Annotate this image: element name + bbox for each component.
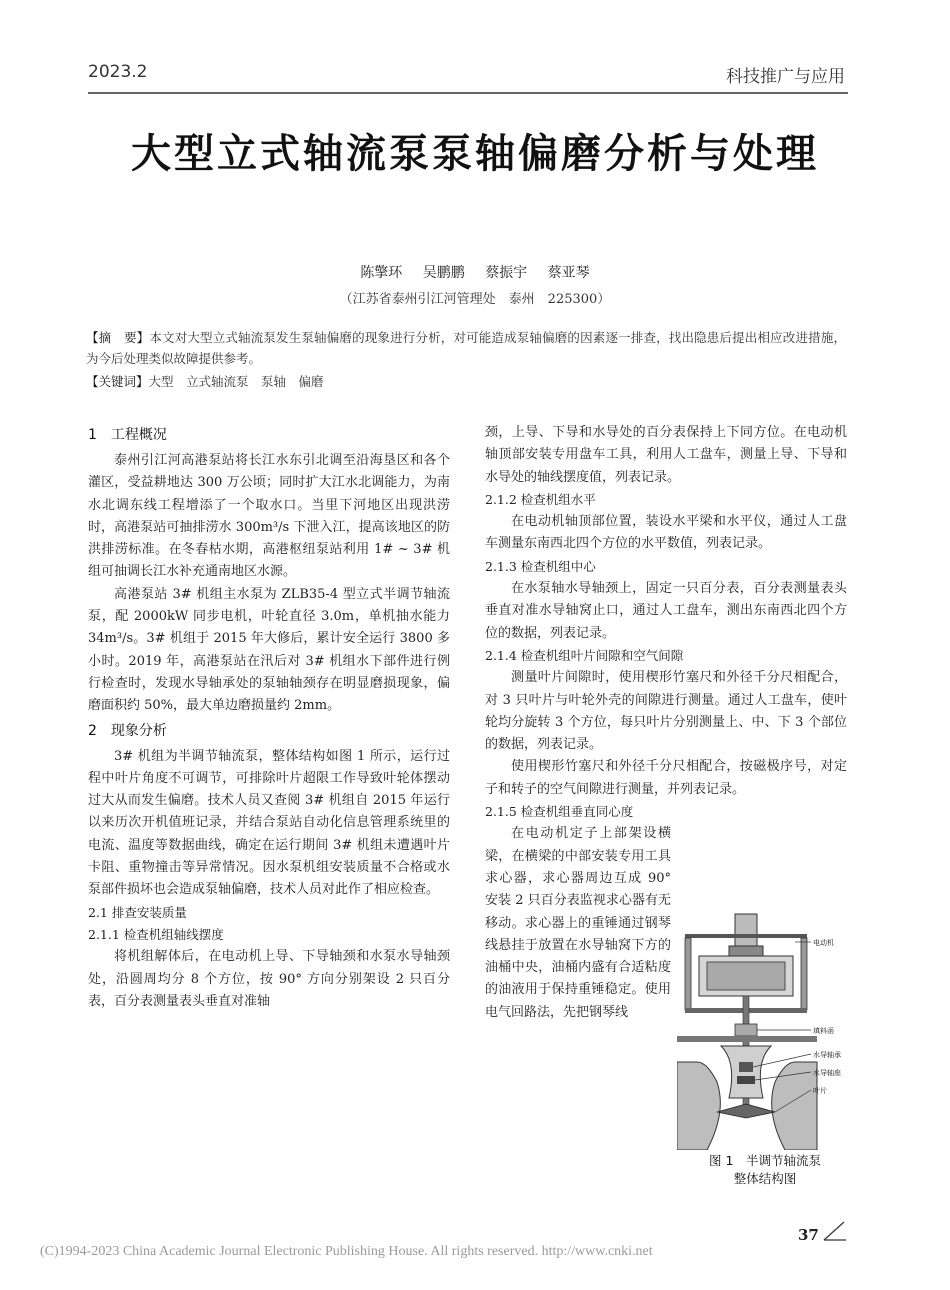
author: 吴鹏鹏 <box>422 265 465 281</box>
label-motor: 电动机 <box>813 939 834 947</box>
subsection-heading: 2.1.3 检查机组中心 <box>485 558 596 574</box>
page-number: 37 <box>798 1226 819 1244</box>
paragraph: 高港泵站 3# 机组主水泵为 ZLB35-4 型立式半调节轴流泵，配 2000kW 同步电机，叶轮直径 3.0m，单机抽水能力 34m³/s。3# 机组于 2015 年大修后，累计安全运行 3800 多小时。2019 年，高港泵站在汛后对 3# 机组水下部件进行例行检查时，发现水导轴承处的泵轴轴颈存在明显磨损现象，偏磨面积约 50%，最大单边磨损量约 2mm。 <box>88 586 450 714</box>
journal-issue: 2023.2 <box>88 62 148 82</box>
pump-structure-figure <box>677 912 849 1150</box>
author-list <box>0 262 950 282</box>
figure-caption-line: 图 1 半调节轴流泵 <box>709 1153 821 1168</box>
label-fill-box: 填料函 <box>813 1027 834 1035</box>
paragraph: 使用楔形竹塞尺和外径千分尺相配合，按磁极序号，对定子和转子的空气间隙进行测量，并列表记录。 <box>485 759 847 797</box>
paragraph: 3# 机组为半调节轴流泵，整体结构如图 1 所示，运行过程中叶片角度不可调节，可排除叶片超限工作导致叶轮体摆动过大从而发生偏磨。技术人员又查阅 3# 机组自 2015 年运行以来历次开机值班记录，并结合泵站自动化信息管理系统里的电流、温度等数据曲线，确定在运行期间 3# 机组未遭遇叶片卡阻、重物撞击等异常情况。因水泵机组安装质量不合格或水泵部件损坏也会造成泵轴偏磨，技术人员对此作了相应检查。 <box>88 748 450 898</box>
author: 蔡振宇 <box>485 265 528 281</box>
section-heading: 2 现象分析 <box>88 722 167 739</box>
keywords <box>86 372 846 390</box>
figure-caption-line: 整体结构图 <box>733 1171 797 1186</box>
motor-floor-line <box>685 934 807 938</box>
subsection-heading: 2.1.2 检查机组水平 <box>485 491 596 507</box>
paragraph: 颈，上导、下导和水导处的百分表保持上下同方位。在电动机轴顶部安装专用盘车工具，利用人工盘车，测量上导、下导和水导处的轴线摆度值，列表记录。 <box>485 425 847 485</box>
fill-box <box>735 1024 757 1036</box>
journal-section: 科技推广与应用 <box>726 67 845 87</box>
abstract-label: 【摘 要】 <box>86 330 150 345</box>
author: 陈擎环 <box>360 265 403 281</box>
paragraph: 泰州引江河高港泵站将长江水东引北调至沿海垦区和各个灌区，受益耕地达 300 万公顷；同时扩大江水北调能力，为南水北调东线工程增添了一个取水口。当里下河地区出现洪涝时，高港泵站可抽排涝水 300m³/s 下泄入江，提高该地区的防洪排涝标准。在冬春枯水期，高港枢纽泵站利用 1# ~ 3# 机组可抽调长江水补充通南地区水源。 <box>88 453 450 580</box>
abstract-text: 本文对大型立式轴流泵发生泵轴偏磨的现象进行分析，对可能造成泵轴偏磨的因素逐一排查，找出隐患后提出相应改进措施，为今后处理类似故障提供参考。 <box>86 330 846 366</box>
floor-slab <box>677 1036 817 1042</box>
motor-top-flange <box>729 946 763 956</box>
motor-wall-left <box>685 938 691 1010</box>
left-column <box>88 422 450 1013</box>
header-rule <box>88 92 848 94</box>
motor-rotor <box>707 962 785 990</box>
pump-structure-diagram <box>677 912 849 1150</box>
paragraph: 在电动机定子上部架设横梁，在横梁的中部安装专用工具求心器，求心器周边互成 90° 安装 2 只百分表监视求心器有无移动。求心器上的重锤通过钢琴线悬挂于放置在水导轴窝下方的油桶中央，油桶内盛有合适粘度的油液用于保持重锤稳定。使用电气回路法，先把钢琴线 <box>485 826 671 1020</box>
author: 蔡亚琴 <box>547 265 590 281</box>
paragraph: 在电动机轴顶部位置，装设水平梁和水平仪，通过人工盘车测量东南西北四个方位的水平数值，列表记录。 <box>485 514 847 552</box>
inlet-wall-left <box>677 1062 720 1150</box>
motor-wall-right <box>801 938 807 1010</box>
figure-caption <box>680 1152 850 1188</box>
page-corner-mark-icon <box>822 1220 848 1242</box>
inlet-wall-right <box>772 1062 817 1150</box>
section-heading: 1 工程概况 <box>88 427 167 443</box>
paragraph: 在水泵轴水导轴颈上，固定一只百分表，百分表测量表头垂直对准水导轴窝止口，通过人工盘车，测出东南西北四个方位的数据，列表记录。 <box>485 581 847 641</box>
copyright-footer: (C)1994-2023 China Academic Journal Electronic Publishing House. All rights reserved. http://www.cnki.net <box>40 1244 653 1259</box>
paragraph: 将机组解体后，在电动机上导、下导轴颈和水泵水导轴颈处，沿圆周均分 8 个方位，按 90° 方向分别架设 2 只百分表，百分表测量表头垂直对准轴 <box>88 949 450 1009</box>
subsection-heading: 2.1.1 检查机组轴线摆度 <box>88 926 224 942</box>
guide-bearing <box>739 1062 753 1072</box>
affiliation: （江苏省泰州引江河管理处 泰州 225300） <box>339 292 611 307</box>
label-blade: 叶片 <box>813 1087 827 1095</box>
subsection-heading: 2.1.4 检查机组叶片间隙和空气间隙 <box>485 647 684 663</box>
abstract <box>86 327 846 369</box>
subsection-heading: 2.1.5 检查机组垂直同心度 <box>485 804 634 820</box>
keywords-label: 【关键词】 <box>86 374 149 389</box>
motor-top-cap <box>735 914 757 948</box>
subsection-heading: 2.1 排查安装质量 <box>88 904 187 920</box>
label-guide-bearing: 水导轴承 <box>813 1051 841 1059</box>
keywords-text: 大型 立式轴流泵 泵轴 偏磨 <box>148 374 324 389</box>
paragraph: 测量叶片间隙时，使用楔形竹塞尺和外径千分尺相配合，对 3 只叶片与叶轮外壳的间隙进行测量。通过人工盘车，使叶轮均分旋转 3 个方位，每只叶片分别测量上、中、下 3 个部位的数据，列表记录。 <box>485 670 847 753</box>
impeller-blade <box>717 1104 775 1118</box>
guide-bearing-seat <box>737 1076 755 1084</box>
label-guide-seat: 水导轴座 <box>813 1069 841 1077</box>
article-title: 大型立式轴流泵泵轴偏磨分析与处理 <box>131 131 819 177</box>
